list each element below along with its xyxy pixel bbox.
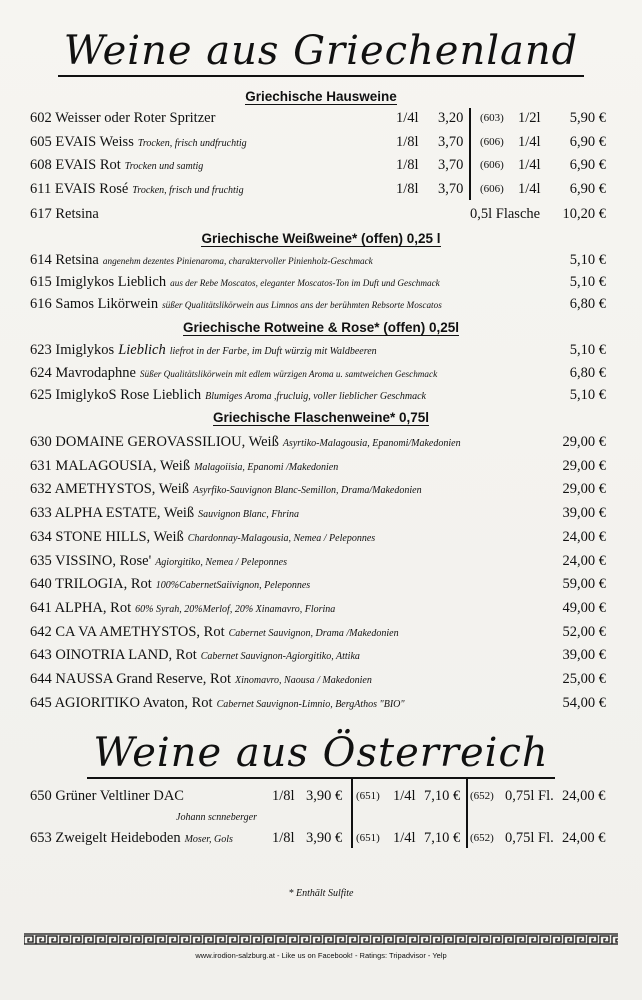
wine-price: 24,00 € — [562, 552, 606, 569]
wine-title: 643 OINOTRIA LAND, Rot — [30, 647, 197, 664]
wine-title: 614 Retsina — [30, 252, 99, 268]
wine-description: 100%CabernetSaiivignon, Peleponnes — [155, 580, 311, 592]
wine-title: 623 Imiglykos — [30, 342, 115, 358]
wine-title: 611 EVAIS Rosé — [30, 180, 129, 197]
wine-description: Blumiges Aroma ,frucluig, voller lieblicher Geschmack — [205, 391, 426, 402]
item-number-large: (606) — [480, 159, 504, 171]
wine-name — [30, 481, 422, 498]
list-item — [0, 155, 642, 177]
price-large: 6,90 € — [569, 157, 606, 173]
wine-name — [30, 387, 426, 404]
wine-price: 29,00 € — [562, 481, 606, 498]
list-item — [0, 250, 642, 272]
wine-name — [30, 671, 372, 688]
wine-title: 605 EVAIS Weiss — [30, 133, 134, 150]
austria-n3: (652) — [470, 832, 494, 844]
section-flaschenweine: Griechische Flaschenweine* 0,75l — [212, 410, 430, 425]
wine-price: 5,10 € — [569, 274, 606, 290]
wine-title: 624 Mavrodaphne — [30, 364, 136, 381]
list-item — [0, 294, 642, 316]
title-greece: Weine aus Griechenland — [0, 28, 642, 77]
list-item — [0, 108, 642, 130]
column-divider — [351, 778, 353, 848]
wine-name — [30, 576, 310, 593]
footer-links: www.irodion-salzburg.at - Like us on Facebook! - Ratings: Tripadvisor - Yelp — [195, 951, 447, 960]
wine-description: Asyrfiko-Sauvignon Blanc-Semillon, Drama/Makedonien — [193, 485, 422, 497]
wine-title: 633 ALPHA ESTATE, Weiß — [30, 505, 195, 522]
wine-price: 29,00 € — [562, 434, 606, 450]
austria-v2: 1/4l — [393, 830, 416, 846]
wine-price: 24,00 € — [562, 528, 606, 545]
wine-title: 608 EVAIS Rot — [30, 157, 121, 173]
volume-large: 1/4l — [518, 180, 541, 197]
volume-small: 1/8l — [396, 180, 419, 197]
list-item — [0, 363, 642, 385]
wine-price: 6,80 € — [569, 364, 606, 381]
wine-name — [30, 365, 437, 382]
austria-n2: (651) — [356, 832, 380, 844]
wine-name — [30, 647, 360, 664]
austria-p1: 3,90 € — [306, 788, 343, 804]
wine-title: 631 MALAGOUSIA, Weiß — [30, 457, 191, 474]
item-number-large: (606) — [480, 135, 504, 148]
wine-title: 602 Weisser oder Roter Spritzer — [30, 110, 216, 126]
austria-p3: 24,00 € — [562, 830, 606, 846]
wine-price: 29,00 € — [562, 457, 606, 474]
wine-name — [30, 553, 287, 570]
price-small: 3,20 — [438, 110, 464, 126]
wine-title: 635 VISSINO, Rose' — [30, 552, 152, 569]
wine-name — [30, 181, 244, 198]
price-large: 6,90 € — [569, 180, 606, 197]
wine-name — [30, 252, 373, 269]
price-small: 3,70 — [438, 157, 464, 173]
list-item — [0, 828, 642, 850]
item-number-large: (603) — [480, 112, 504, 124]
wine-price: 6,80 € — [569, 296, 606, 312]
wine-name — [30, 157, 203, 174]
wine-title: 653 Zweigelt Heideboden — [30, 830, 181, 846]
list-item — [0, 527, 642, 549]
meander-path — [24, 934, 618, 944]
wine-title: 642 CA VA AMETHYSTOS, Rot — [30, 623, 225, 640]
list-item — [0, 574, 642, 596]
price-small: 3,70 — [438, 133, 464, 150]
wine-description: Cabernet Sauvignon, Drama /Makedonien — [228, 627, 399, 639]
greek-key-border — [24, 933, 618, 945]
wine-description: 60% Syrah, 20%Merlof, 20% Xinamavro, Florina — [135, 603, 336, 615]
wine-name — [30, 434, 461, 451]
austria-v1: 1/8l — [272, 788, 295, 804]
wine-description: Agiorgitiko, Nemea / Peleponnes — [155, 556, 288, 568]
wine-description: Malagoiisia, Epanomi /Makedonien — [194, 461, 339, 473]
wine-name — [30, 624, 399, 641]
wine-description: Süßer Qualitätslikörwein mit edlem würzigen Aroma u. samtweichen Geschmack — [139, 368, 438, 379]
list-item — [0, 132, 642, 154]
column-divider — [466, 778, 468, 848]
wine-description: Trocken und samtig — [124, 161, 204, 172]
wine-description: liefrot in der Farbe, im Duft würzig mit Waldbeeren — [169, 346, 377, 357]
list-item — [0, 456, 642, 478]
wine-title: 644 NAUSSA Grand Reserve, Rot — [30, 671, 231, 687]
wine-name — [30, 110, 215, 127]
wine-description: angenehm dezentes Pinienaroma, charaktervoller Pinienholz-Geschmack — [102, 256, 373, 266]
wine-description: Trocken, frisch und fruchtig — [132, 184, 244, 196]
wine-price: 5,10 € — [569, 342, 606, 358]
list-item — [0, 340, 642, 362]
austria-v1: 1/8l — [272, 830, 295, 846]
wine-title: 640 TRILOGIA, Rot — [30, 576, 152, 593]
austria-n3: (652) — [470, 790, 494, 802]
wine-price: 49,00 € — [562, 599, 606, 616]
list-item — [0, 432, 642, 454]
austria-n2: (651) — [356, 790, 380, 802]
wine-title: 650 Grüner Veltliner DAC — [30, 788, 184, 804]
wine-description: Asyrtiko-Malagousia, Epanomi/Makedonien — [282, 438, 461, 449]
producer-note: Johann scnneberger — [176, 812, 257, 823]
list-item — [0, 503, 642, 525]
wine-price: 5,10 € — [569, 387, 606, 403]
wine-name — [30, 134, 247, 151]
austria-v3: 0,75l Fl. — [505, 830, 554, 846]
wine-description: Cabernet Sauvignon-Agiorgitiko, Attika — [200, 651, 360, 663]
list-item: 617 Retsina 0,5l Flasche 10,20 € — [30, 206, 606, 222]
austria-p1: 3,90 € — [306, 830, 343, 846]
list-item — [0, 179, 642, 201]
list-item — [0, 693, 642, 715]
section-hausweine: Griechische Hausweine — [245, 89, 397, 104]
wine-name — [30, 296, 442, 313]
wine-name — [30, 505, 299, 522]
wine-name — [30, 788, 184, 805]
wine-title: 645 AGIORITIKO Avaton, Rot — [30, 694, 213, 711]
list-item — [0, 272, 642, 294]
wine-title: 615 Imiglykos Lieblich — [30, 274, 167, 290]
wine-name — [30, 600, 335, 617]
volume-large: 1/4l — [518, 133, 541, 150]
austria-v3: 0,75l Fl. — [505, 788, 554, 804]
list-item — [0, 551, 642, 573]
austria-p3: 24,00 € — [562, 788, 606, 804]
wine-title: 630 DOMAINE GEROVASSILIOU, Weiß — [30, 434, 279, 450]
column-divider — [469, 108, 471, 200]
wine-price: 59,00 € — [562, 576, 606, 593]
volume-small: 1/8l — [396, 157, 419, 173]
price-large: 5,90 € — [569, 110, 606, 126]
list-item — [0, 645, 642, 667]
wine-description: Chardonnay-Malagousia, Nemea / Peleponnes — [187, 532, 376, 544]
wine-name — [30, 695, 405, 712]
list-item — [0, 786, 642, 808]
volume-small: 1/8l — [396, 133, 419, 150]
wine-description: Moser, Gols — [184, 834, 233, 845]
wine-title: 616 Samos Likörwein — [30, 296, 159, 312]
wine-title: 625 ImiglykoS Rose Lieblich — [30, 387, 202, 403]
wine-description: aus der Rebe Moscatos, eleganter Moscatos-Ton im Duft und Geschmack — [170, 278, 440, 288]
wine-name — [30, 342, 377, 359]
austria-v2: 1/4l — [393, 788, 416, 804]
volume-small: 1/4l — [396, 110, 419, 126]
wine-name — [30, 274, 440, 291]
wine-name — [30, 830, 233, 847]
wine-title: 632 AMETHYSTOS, Weiß — [30, 481, 190, 498]
title-austria: Weine aus Österreich — [0, 730, 642, 779]
section-weissweine: Griechische Weißweine* (offen) 0,25 l — [201, 231, 441, 246]
list-item — [0, 479, 642, 501]
list-item — [0, 669, 642, 691]
wine-name — [30, 529, 375, 546]
wine-price: 5,10 € — [569, 252, 606, 268]
wine-description: Cabernet Sauvignon-Limnio, BergAthos "BIO" — [216, 698, 405, 710]
price-small: 3,70 — [438, 180, 464, 197]
volume-large: 1/4l — [518, 157, 541, 173]
sulfite-footnote: * Enthält Sulfite — [288, 888, 354, 899]
wine-price: 39,00 € — [562, 647, 606, 664]
list-item — [0, 598, 642, 620]
volume-large: 1/2l — [518, 110, 541, 126]
wine-description: Trocken, frisch undfruchtig — [137, 137, 247, 149]
item-number-large: (606) — [480, 182, 504, 195]
wine-price: 39,00 € — [562, 505, 606, 522]
wine-description: süßer Qualitätslikörwein aus Limnos ans der berühmten Rebsorte Moscatos — [162, 300, 442, 310]
wine-title-italic: Lieblich — [118, 342, 166, 358]
austria-p2: 7,10 € — [424, 788, 461, 804]
wine-price: 52,00 € — [562, 623, 606, 640]
price-large: 6,90 € — [569, 133, 606, 150]
wine-price: 54,00 € — [562, 694, 606, 711]
wine-description: Sauvignon Blanc, Fhrina — [198, 509, 299, 521]
list-item — [0, 622, 642, 644]
section-rotweine: Griechische Rotweine & Rose* (offen) 0,25l — [182, 320, 460, 335]
wine-description: Xinomavro, Naousa / Makedonien — [234, 675, 372, 686]
wine-name — [30, 458, 338, 475]
wine-title: 634 STONE HILLS, Weiß — [30, 528, 184, 545]
austria-p2: 7,10 € — [424, 830, 461, 846]
wine-price: 25,00 € — [562, 671, 606, 687]
list-item — [0, 385, 642, 407]
wine-title: 641 ALPHA, Rot — [30, 599, 132, 616]
